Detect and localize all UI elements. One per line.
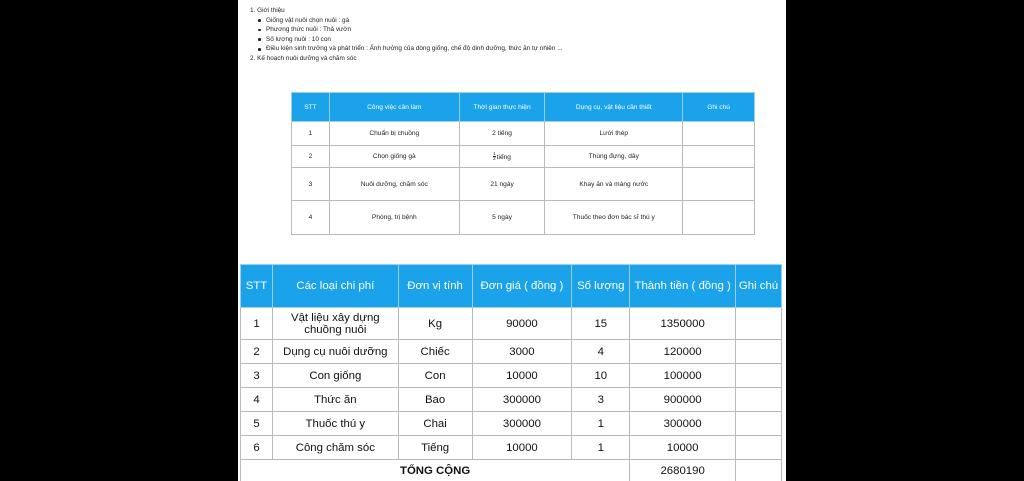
plan-cell-note (683, 201, 755, 235)
plan-cell-task: Nuôi dưỡng, chăm sóc (329, 168, 459, 201)
cost-header-stt: STT (241, 265, 273, 308)
cost-cell-item: Thuốc thú y (272, 412, 398, 436)
intro-section (250, 6, 770, 64)
cost-header-qty: Số lượng (572, 265, 630, 308)
cost-cell-amount: 300000 (630, 412, 736, 436)
plan-header-task: Công việc cần làm (329, 93, 459, 122)
cost-cell-amount: 1350000 (630, 308, 736, 340)
cost-cell-stt: 3 (241, 364, 273, 388)
cost-cell-item: Con giống (272, 364, 398, 388)
plan-cell-task: Phòng, trị bệnh (329, 201, 459, 235)
cost-header-note: Ghi chú (736, 265, 782, 308)
table-row (292, 201, 755, 235)
cost-cell-note (736, 364, 782, 388)
cost-table-header (241, 265, 782, 308)
cost-cell-amount: 100000 (630, 364, 736, 388)
plan-cell-tools: Thùng đựng, dây (545, 146, 683, 168)
half-fraction (493, 152, 496, 162)
cost-cell-qty: 10 (572, 364, 630, 388)
plan-cell-stt: 1 (292, 122, 330, 146)
plan-cell-stt: 3 (292, 168, 330, 201)
intro-heading: 1. Giới thiệu (250, 7, 285, 14)
total-label: TỔNG CỘNG (241, 460, 630, 481)
cost-cell-qty: 1 (572, 436, 630, 460)
cost-cell-price: 90000 (472, 308, 572, 340)
cost-cell-note (736, 340, 782, 364)
cost-cell-amount: 10000 (630, 436, 736, 460)
table-row (241, 308, 782, 340)
cost-cell-unit: Bao (398, 388, 472, 412)
plan-cell-stt: 2 (292, 146, 330, 168)
table-row (292, 168, 755, 201)
plan-cell-note (683, 146, 755, 168)
document-page (238, 0, 786, 481)
cost-cell-unit: Kg (398, 308, 472, 340)
plan-cell-tools: Khay ăn và máng nước (545, 168, 683, 201)
cost-cell-stt: 1 (241, 308, 273, 340)
table-row (241, 436, 782, 460)
intro-bullet-conditions: Điều kiện sinh trưởng và phát triển : Ảnh hưởng của dòng giống, chế độ dinh dưỡng, thức ăn tự nhiên ... (250, 44, 770, 54)
cost-cell-unit: Chiếc (398, 340, 472, 364)
plan-cell-tools: Lưới thép (545, 122, 683, 146)
total-value: 2680190 (630, 460, 736, 481)
total-note (736, 460, 782, 481)
cost-cell-item: Vật liệu xây dựng chuồng nuôi (272, 308, 398, 340)
plan-header-stt: STT (292, 93, 330, 122)
plan-heading: 2. Kế hoạch nuôi dưỡng và chăm sóc (250, 54, 357, 62)
cost-cell-stt: 4 (241, 388, 273, 412)
cost-cell-stt: 5 (241, 412, 273, 436)
cost-cell-qty: 3 (572, 388, 630, 412)
fraction-numerator: 1 (493, 150, 496, 156)
time-unit: tiếng (496, 153, 511, 161)
plan-cell-task: Chuẩn bị chuồng (329, 122, 459, 146)
cost-cell-qty: 15 (572, 308, 630, 340)
cost-cell-amount: 900000 (630, 388, 736, 412)
cost-header-item: Các loại chi phí (272, 265, 398, 308)
cost-cell-qty: 4 (572, 340, 630, 364)
cost-cell-item: Công chăm sóc (272, 436, 398, 460)
plan-cell-time: 2 tiếng (459, 122, 545, 146)
cost-cell-item: Thức ăn (272, 388, 398, 412)
fraction-denominator: 2 (493, 156, 496, 161)
cost-cell-note (736, 308, 782, 340)
plan-cell-task: Chọn giống gà (329, 146, 459, 168)
cost-cell-amount: 120000 (630, 340, 736, 364)
cost-cell-price: 10000 (472, 436, 572, 460)
plan-cell-time (459, 146, 545, 168)
cost-cell-unit: Con (398, 364, 472, 388)
cost-cell-stt: 6 (241, 436, 273, 460)
cost-cell-note (736, 412, 782, 436)
plan-header-time: Thời gian thực hiện (459, 93, 545, 122)
table-row (292, 146, 755, 168)
plan-cell-note (683, 168, 755, 201)
plan-cell-time: 21 ngày (459, 168, 545, 201)
plan-cell-stt: 4 (292, 201, 330, 235)
cost-cell-note (736, 388, 782, 412)
cost-cell-qty: 1 (572, 412, 630, 436)
cost-header-price: Đơn giá ( đồng ) (472, 265, 572, 308)
intro-bullet-method: Phương thức nuôi : Thả vườn (250, 25, 770, 35)
plan-table-header (292, 93, 755, 122)
plan-header-note: Ghi chú (683, 93, 755, 122)
intro-bullet-quantity: Số lượng nuôi : 10 con (250, 35, 770, 45)
table-row (241, 388, 782, 412)
cost-cell-unit: Chai (398, 412, 472, 436)
plan-header-tools: Dụng cụ, vật liệu cần thiết (545, 93, 683, 122)
table-row (241, 364, 782, 388)
cost-cell-price: 300000 (472, 412, 572, 436)
cost-cell-unit: Tiếng (398, 436, 472, 460)
cost-cell-stt: 2 (241, 340, 273, 364)
plan-cell-time: 5 ngày (459, 201, 545, 235)
plan-table (291, 92, 755, 235)
plan-cell-note (683, 122, 755, 146)
total-row (241, 460, 782, 481)
intro-bullet-breed: Giống vật nuôi chọn nuôi : gà (250, 16, 770, 26)
table-row (241, 412, 782, 436)
cost-table (240, 264, 782, 481)
cost-header-unit: Đơn vị tính (398, 265, 472, 308)
cost-cell-price: 10000 (472, 364, 572, 388)
cost-cell-price: 3000 (472, 340, 572, 364)
plan-cell-tools: Thuốc theo đơn bác sĩ thú y (545, 201, 683, 235)
cost-cell-price: 300000 (472, 388, 572, 412)
cost-header-amount: Thành tiền ( đồng ) (630, 265, 736, 308)
cost-cell-note (736, 436, 782, 460)
cost-cell-item: Dụng cụ nuôi dưỡng (272, 340, 398, 364)
table-row (241, 340, 782, 364)
table-row (292, 122, 755, 146)
